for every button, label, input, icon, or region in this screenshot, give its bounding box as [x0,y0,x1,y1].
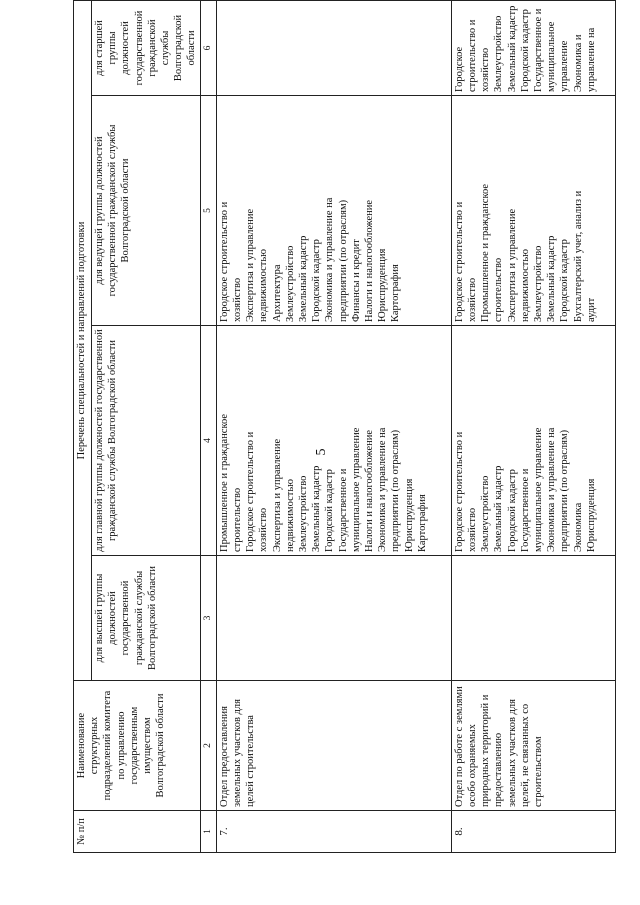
specialties-main [451,326,615,556]
header-perechen: Перечень специальностей и направлений подготовки [74,0,92,680]
table-row [451,0,615,852]
specialty-line: Экспертиза и управление [245,208,257,322]
specialties-main [216,326,451,556]
header-group-main: для главной группы должностей государственной гражданской службы Волгоградской области [92,326,201,556]
department-name: Отдел по работе с землями особо охраняемых природных территорий и предоставлению земельных участков для целей, не связанных со строительством [451,681,615,811]
specialty-line: хозяйство [232,277,244,322]
specialty-line: Экспертиза и управление [271,438,283,552]
specialty-line: Государственное и [519,468,531,552]
specialty-line: Земельный кадастр [506,5,518,92]
specialties-senior [216,0,451,95]
specialty-line: Картография [390,264,402,322]
column-index: 6 [200,0,216,95]
row-number: 7. [216,811,451,853]
specialty-line: Городской кадастр [324,469,336,552]
specialties-senior [451,0,615,95]
specialty-line: Налоги и налогообложение [364,429,376,552]
specialty-line: Городское строительство и [218,201,230,322]
specialty-line: Землеустройство [298,475,310,552]
specialty-line: Земельный кадастр [546,235,558,322]
specialty-line: Промышленное и гражданское [480,183,492,322]
header-name: Наименование структурных подразделений комитета по управлению государственным имуществом Волгоградской области [74,681,201,811]
specialty-line: Городское строительство и [245,431,257,552]
specialty-line: Экономика и управление на [546,427,558,552]
row-number: 8. [451,811,615,853]
specialty-line: Экономика и [572,34,584,92]
specialty-line: Городской кадастр [559,239,571,322]
department-name: Отдел предоставления земельных участков для целей строительства [216,681,451,811]
specialties-lead [451,96,615,326]
specialty-line: Городское [453,46,465,92]
specialty-line: муниципальное [546,21,558,92]
specialty-line: муниципальное управление [533,427,545,552]
specialty-line: Городское строительство и [453,431,465,552]
specialty-line: Землеустройство [493,15,505,92]
specialty-line: Юриспруденция [403,478,415,552]
specialty-line: хозяйство [480,47,492,92]
specialty-line: Земельный кадастр [493,465,505,552]
specialty-line: предприятии (по отраслям) [337,199,349,322]
header-group-lead: для ведущей группы должностей государственной гражданской службы Волгоградской области [92,96,201,326]
column-index: 3 [200,556,216,681]
header-num: № п/п [74,811,201,853]
specialty-line: Городское строительство и [453,201,465,322]
page-number: 5 [314,448,329,456]
column-index: 1 [200,811,216,853]
specialty-line: недвижимостью [284,479,296,552]
specialty-line: Финансы и кредит [350,239,362,322]
specialty-line: хозяйство [467,277,479,322]
specialty-line: Бухгалтерский учет, анализ и [572,190,584,322]
specialty-line: Экспертиза и управление [506,208,518,322]
column-index: 5 [200,96,216,326]
table-row [216,0,451,852]
specialty-line: строительство и [467,19,479,92]
header-group-high: для высшей группы должностей государственной гражданской службы Волгоградской области [92,556,201,681]
specialty-line: предприятии (по отраслям) [390,429,402,552]
specialty-line: недвижимостью [258,249,270,322]
specialty-line: строительство [493,257,505,322]
specialty-line: Экономика и управление на [377,427,389,552]
specialty-line: Городской кадастр [519,9,531,92]
specialty-line: управление [559,40,571,92]
header-group-senior: для старшей группы должностей государственной гражданской службы Волгоградской области [92,0,201,95]
specialty-line: Государственное и [337,468,349,552]
specialty-line: Картография [416,494,428,552]
specialty-line: Юриспруденция [377,248,389,322]
column-index: 4 [200,326,216,556]
specialty-line: недвижимостью [519,249,531,322]
specialty-line: Экономика и управление на [324,197,336,322]
specialty-line: Городской кадастр [506,469,518,552]
specialty-line: Городской кадастр [311,239,323,322]
specialty-line: Налоги и налогообложение [364,199,376,322]
specialty-line: Государственное и [533,8,545,92]
column-index: 2 [200,681,216,811]
specialty-line: строительство [232,487,244,552]
specialty-line: Землеустройство [284,245,296,322]
specialty-line: хозяйство [467,507,479,552]
specialty-line: муниципальное управление [350,427,362,552]
specialties-lead [216,96,451,326]
specialty-line: Землеустройство [480,475,492,552]
specialty-line: Земельный кадастр [311,465,323,552]
specialty-line: хозяйство [258,507,270,552]
specialties-table [73,0,616,853]
specialty-line: предприятии (по отраслям) [559,429,571,552]
specialty-line: Юриспруденция [585,478,597,552]
specialties-high [216,556,451,681]
specialty-line: Экономика [572,502,584,552]
specialty-line: аудит [585,297,597,322]
specialties-high [451,556,615,681]
specialty-line: Промышленное и гражданское [218,413,230,552]
specialty-line: управление на [585,27,597,92]
specialty-line: Земельный кадастр [298,235,310,322]
specialty-line: Архитектура [271,264,283,322]
specialty-line: Землеустройство [533,245,545,322]
